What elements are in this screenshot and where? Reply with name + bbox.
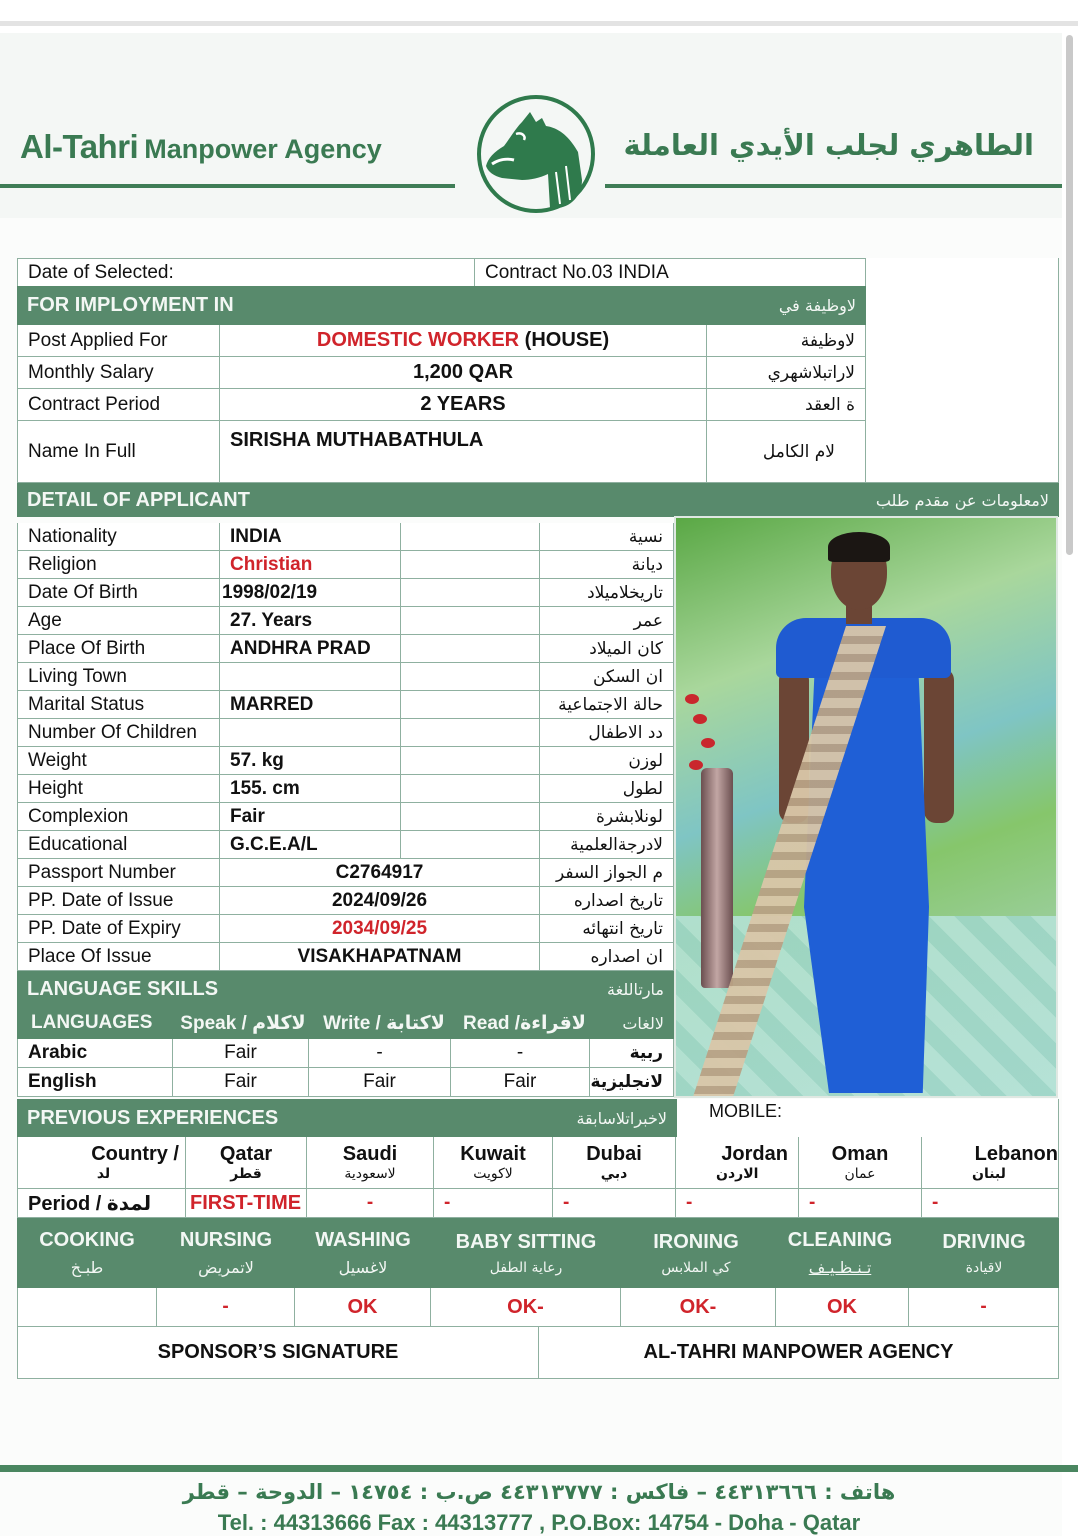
spacer-cell bbox=[401, 579, 540, 607]
read-level: - bbox=[451, 1039, 590, 1068]
spacer-cell bbox=[401, 635, 540, 663]
brand-sub: Manpower Agency bbox=[144, 134, 382, 164]
skills-value-row bbox=[17, 1288, 1059, 1327]
dob-label: Date Of Birth bbox=[17, 579, 220, 607]
expiry-date-label: PP. Date of Expiry bbox=[17, 915, 220, 943]
experience-title: PREVIOUS EXPERIENCES bbox=[27, 1106, 279, 1129]
country-name-arabic: لاسعودية bbox=[344, 1166, 396, 1182]
salary-value: 1,200 QAR bbox=[220, 357, 707, 389]
place-of-issue-label-arabic: ان اصداره bbox=[540, 943, 674, 971]
footer-rule bbox=[0, 1465, 1078, 1472]
skill-value-nursing: - bbox=[157, 1288, 295, 1327]
spacer-cell bbox=[401, 775, 540, 803]
religion-label: Religion bbox=[17, 551, 220, 579]
applicant-row bbox=[17, 943, 674, 971]
post-value-red: DOMESTIC WORKER bbox=[316, 329, 520, 351]
mobile-label: MOBILE: bbox=[709, 1101, 783, 1121]
height-label: Height bbox=[17, 775, 220, 803]
skill-name-arabic: لاغسيل bbox=[338, 1258, 388, 1277]
country-saudi bbox=[307, 1137, 434, 1189]
spacer-cell bbox=[401, 607, 540, 635]
applicant-section-header bbox=[17, 483, 1059, 517]
children-label: Number Of Children bbox=[17, 719, 220, 747]
speak-level: Fair bbox=[173, 1039, 309, 1068]
skill-name-arabic: لاتمريض bbox=[198, 1258, 254, 1277]
skill-name: DRIVING bbox=[942, 1230, 1026, 1253]
living-town-value bbox=[220, 663, 401, 691]
skill-name-arabic: طبـخ bbox=[70, 1258, 104, 1277]
employment-title: FOR IMPLOYMENT IN bbox=[27, 294, 234, 316]
contract-period-row bbox=[17, 389, 866, 421]
agency-signature: AL-TAHRI MANPOWER AGENCY bbox=[539, 1327, 1059, 1379]
spacer-cell bbox=[401, 663, 540, 691]
applicant-row bbox=[17, 831, 674, 859]
marital-status-label-arabic: حالة الاجتماعية bbox=[540, 691, 674, 719]
age-label-arabic: عمر bbox=[540, 607, 674, 635]
post-value bbox=[220, 325, 707, 357]
applicant-row bbox=[17, 719, 674, 747]
language-name: Arabic bbox=[17, 1039, 173, 1068]
skill-nursing bbox=[157, 1218, 295, 1288]
name-row bbox=[17, 421, 866, 483]
experience-section-header bbox=[17, 1099, 677, 1137]
country-dubai bbox=[553, 1137, 676, 1189]
employment-title-arabic: لاوظيفة في bbox=[778, 296, 856, 315]
photo-hair bbox=[828, 532, 890, 562]
skill-name-arabic: رعاية الطفل bbox=[489, 1259, 563, 1276]
post-label-arabic: لاوظيفة bbox=[707, 325, 866, 357]
language-row bbox=[17, 1068, 674, 1097]
contract-period-label-arabic: ة العقد bbox=[707, 389, 866, 421]
complexion-label-arabic: لونلابشرة bbox=[540, 803, 674, 831]
country-name: Lebanon bbox=[974, 1143, 1058, 1165]
country-oman bbox=[799, 1137, 922, 1189]
passport-number-label-arabic: م الجواز السفر bbox=[540, 859, 674, 887]
expiry-date-value: 2034/09/25 bbox=[220, 915, 540, 943]
write-level: Fair bbox=[309, 1068, 451, 1097]
country-lebanon bbox=[922, 1137, 1059, 1189]
period-dubai: - bbox=[553, 1189, 676, 1218]
date-selected-label: Date of Selected: bbox=[28, 261, 174, 283]
write-level: - bbox=[309, 1039, 451, 1068]
post-row bbox=[17, 325, 866, 357]
write-col-header: Write / لاكتابة bbox=[323, 1012, 445, 1034]
photo-placeholder-box bbox=[866, 258, 1059, 483]
skill-name: WASHING bbox=[315, 1229, 411, 1251]
experience-title-arabic: لاخبراتلاسابقة bbox=[576, 1108, 667, 1128]
period-row bbox=[17, 1189, 1059, 1218]
language-name: English bbox=[17, 1068, 173, 1097]
applicant-row bbox=[17, 579, 674, 607]
country-jordan bbox=[676, 1137, 799, 1189]
complexion-label: Complexion bbox=[17, 803, 220, 831]
applicant-row bbox=[17, 747, 674, 775]
applicant-row bbox=[17, 915, 674, 943]
mobile-field bbox=[677, 1099, 1059, 1137]
issue-date-label: PP. Date of Issue bbox=[17, 887, 220, 915]
contract-period-label: Contract Period bbox=[17, 389, 220, 421]
skill-name: BABY SITTING bbox=[455, 1230, 597, 1253]
period-jordan: - bbox=[676, 1189, 799, 1218]
top-strip bbox=[0, 0, 1078, 26]
horse-head-logo-icon bbox=[470, 92, 600, 214]
applicant-row bbox=[17, 691, 674, 719]
brand-name-english bbox=[20, 128, 382, 166]
period-label: Period / لمدة bbox=[17, 1189, 186, 1218]
scrollbar-thumb[interactable] bbox=[1066, 35, 1073, 555]
skill-washing bbox=[295, 1218, 431, 1288]
children-label-arabic: دد الاطفال bbox=[540, 719, 674, 747]
spacer-cell bbox=[401, 747, 540, 775]
scrollbar[interactable] bbox=[1062, 33, 1078, 1536]
country-name: Oman bbox=[831, 1143, 889, 1165]
spacer-cell bbox=[401, 719, 540, 747]
country-name: Jordan bbox=[721, 1143, 788, 1165]
footer-contact-arabic: هاتف : ٤٤٣١٣٦٦٦ – فاكس : ٤٤٣١٣٧٧٧ ص.ب : ١٤٧٥٤ – الدوحة – قطر bbox=[182, 1480, 896, 1504]
passport-number-label: Passport Number bbox=[17, 859, 220, 887]
weight-label: Weight bbox=[17, 747, 220, 775]
skill-name: NURSING bbox=[179, 1229, 273, 1251]
applicant-row bbox=[17, 887, 674, 915]
applicant-title-arabic: لامعلومات عن مقدم طلب bbox=[875, 490, 1049, 510]
applicant-row bbox=[17, 523, 674, 551]
country-label-arabic: لد bbox=[96, 1166, 111, 1182]
country-name: Qatar bbox=[219, 1143, 273, 1165]
country-name-arabic: دبي bbox=[600, 1166, 628, 1182]
nationality-value: INDIA bbox=[220, 523, 401, 551]
weight-label-arabic: لوزن bbox=[540, 747, 674, 775]
nationality-label-arabic: نسية bbox=[540, 523, 674, 551]
marital-status-label: Marital Status bbox=[17, 691, 220, 719]
issue-date-label-arabic: تاريخ اصداره bbox=[540, 887, 674, 915]
header-rule-left bbox=[0, 184, 455, 188]
religion-label-arabic: ديانة bbox=[540, 551, 674, 579]
skill-value-cooking bbox=[17, 1288, 157, 1327]
skill-value-driving: - bbox=[909, 1288, 1059, 1327]
country-name-arabic: قطر bbox=[230, 1166, 262, 1182]
signature-row bbox=[17, 1327, 1059, 1379]
place-of-birth-label: Place Of Birth bbox=[17, 635, 220, 663]
education-label: Educational bbox=[17, 831, 220, 859]
country-name-arabic: لاكويت bbox=[473, 1166, 513, 1182]
speak-level: Fair bbox=[173, 1068, 309, 1097]
contract-period-value: 2 YEARS bbox=[220, 389, 707, 421]
marital-status-value: MARRED bbox=[220, 691, 401, 719]
spacer-cell bbox=[401, 831, 540, 859]
post-value-rest: (HOUSE) bbox=[519, 329, 610, 351]
applicant-row bbox=[17, 635, 674, 663]
applicant-row bbox=[17, 775, 674, 803]
height-label-arabic: لطول bbox=[540, 775, 674, 803]
country-row bbox=[17, 1137, 1059, 1189]
skill-cleaning bbox=[771, 1218, 909, 1288]
read-col-header: Read /لاقراءة bbox=[463, 1012, 586, 1034]
country-name-arabic: عمان bbox=[844, 1166, 876, 1182]
skill-value-cleaning: OK bbox=[776, 1288, 909, 1327]
expiry-date-label-arabic: تاريخ انتهائه bbox=[540, 915, 674, 943]
name-label: Name In Full bbox=[17, 421, 220, 483]
applicant-row bbox=[17, 803, 674, 831]
country-name: Saudi bbox=[342, 1143, 398, 1165]
nationality-label: Nationality bbox=[17, 523, 220, 551]
header-rule-right bbox=[605, 184, 1062, 188]
skill-ironing bbox=[621, 1218, 771, 1288]
country-name-arabic: الاردن bbox=[716, 1166, 759, 1182]
period-qatar: FIRST-TIME bbox=[186, 1189, 307, 1218]
applicant-row bbox=[17, 663, 674, 691]
contract-number bbox=[475, 259, 866, 287]
skill-name: IRONING bbox=[653, 1230, 739, 1253]
speak-col-header: Speak / لاكلام bbox=[180, 1012, 306, 1034]
skill-value-ironing: OK- bbox=[621, 1288, 776, 1327]
contract-row bbox=[17, 258, 866, 286]
issue-date-value: 2024/09/26 bbox=[220, 887, 540, 915]
applicant-row bbox=[17, 551, 674, 579]
period-saudi: - bbox=[307, 1189, 434, 1218]
languages-col-header-arabic: لالغات bbox=[622, 1013, 664, 1033]
skill-cooking bbox=[17, 1218, 157, 1288]
country-kuwait bbox=[434, 1137, 553, 1189]
education-value: G.C.E.A/L bbox=[220, 831, 401, 859]
applicant-title: DETAIL OF APPLICANT bbox=[27, 488, 250, 511]
skill-name: COOKING bbox=[39, 1229, 135, 1251]
applicant-row bbox=[17, 607, 674, 635]
salary-label-arabic: لاراتبلاشهري bbox=[707, 357, 866, 389]
language-col-header: LANGUAGES bbox=[31, 1012, 153, 1033]
place-of-issue-value: VISAKHAPATNAM bbox=[220, 943, 540, 971]
children-value bbox=[220, 719, 401, 747]
language-section-header bbox=[17, 971, 674, 1007]
applicant-photo bbox=[674, 516, 1058, 1098]
passport-number-value: C2764917 bbox=[220, 859, 540, 887]
complexion-value: Fair bbox=[220, 803, 401, 831]
language-header-row bbox=[17, 1007, 674, 1039]
language-name-arabic: ربية bbox=[590, 1039, 674, 1068]
skill-value-baby-sitting: OK- bbox=[431, 1288, 621, 1327]
spacer-cell bbox=[401, 551, 540, 579]
country-label-cell bbox=[17, 1137, 186, 1189]
sponsor-signature: SPONSOR’S SIGNATURE bbox=[17, 1327, 539, 1379]
brand-main: Al-Tahri bbox=[20, 128, 139, 165]
salary-label: Monthly Salary bbox=[17, 357, 220, 389]
language-title: LANGUAGE SKILLS bbox=[27, 977, 219, 1000]
skill-name-arabic: تـنـظـيـف bbox=[808, 1258, 872, 1277]
dob-label-arabic: تاريخلاميلاد bbox=[540, 579, 674, 607]
photo-vase bbox=[701, 768, 733, 988]
age-value: 27. Years bbox=[220, 607, 401, 635]
dob-value: 1998/02/19 bbox=[220, 579, 401, 607]
age-label: Age bbox=[17, 607, 220, 635]
employment-section-header bbox=[17, 286, 866, 325]
education-label-arabic: لادرجةالعلمية bbox=[540, 831, 674, 859]
country-name-arabic: لبنان bbox=[972, 1166, 1006, 1182]
skill-name: CLEANING bbox=[787, 1229, 893, 1251]
spacer-cell bbox=[401, 691, 540, 719]
period-oman: - bbox=[799, 1189, 922, 1218]
height-value: 155. cm bbox=[220, 775, 401, 803]
country-name: Kuwait bbox=[460, 1143, 526, 1165]
skill-name-arabic: لاقيادة bbox=[965, 1259, 1003, 1276]
living-town-label: Living Town bbox=[17, 663, 220, 691]
country-label: Country / bbox=[91, 1143, 179, 1165]
spacer-cell bbox=[401, 523, 540, 551]
applicant-row bbox=[17, 859, 674, 887]
place-of-issue-label: Place Of Issue bbox=[17, 943, 220, 971]
skill-name-arabic: كي الملابس bbox=[661, 1259, 731, 1276]
living-town-label-arabic: ان السكن bbox=[540, 663, 674, 691]
period-kuwait: - bbox=[434, 1189, 553, 1218]
language-title-arabic: مارتاللغة bbox=[607, 979, 664, 999]
skill-value-washing: OK bbox=[295, 1288, 431, 1327]
religion-value: Christian bbox=[220, 551, 401, 579]
language-name-arabic: لانجليزية bbox=[590, 1068, 674, 1097]
read-level: Fair bbox=[451, 1068, 590, 1097]
brand-name-arabic: الطاهري لجلب الأيدي العاملة bbox=[623, 128, 1034, 162]
skill-baby-sitting bbox=[431, 1218, 621, 1288]
country-qatar bbox=[186, 1137, 307, 1189]
country-name: Dubai bbox=[586, 1143, 642, 1165]
language-row bbox=[17, 1039, 674, 1068]
contract-label: Contract No.03 INDIA bbox=[485, 261, 669, 283]
name-value: SIRISHA MUTHABATHULA bbox=[220, 421, 707, 483]
place-of-birth-label-arabic: كان الميلاد bbox=[540, 635, 674, 663]
spacer-cell bbox=[401, 803, 540, 831]
place-of-birth-value: ANDHRA PRAD bbox=[220, 635, 401, 663]
photo-flowers bbox=[681, 688, 736, 778]
post-label: Post Applied For bbox=[17, 325, 220, 357]
name-label-arabic: لام الكامل bbox=[707, 421, 866, 483]
salary-row bbox=[17, 357, 866, 389]
weight-value: 57. kg bbox=[220, 747, 401, 775]
photo-arm bbox=[924, 668, 954, 823]
footer-contact-english: Tel. : 44313666 Fax : 44313777 , P.O.Box: 14754 - Doha - Qatar bbox=[217, 1510, 861, 1535]
skill-driving bbox=[909, 1218, 1059, 1288]
period-lebanon: - bbox=[922, 1189, 1059, 1218]
skills-header-row bbox=[17, 1218, 1059, 1288]
date-selected-field bbox=[17, 259, 475, 287]
